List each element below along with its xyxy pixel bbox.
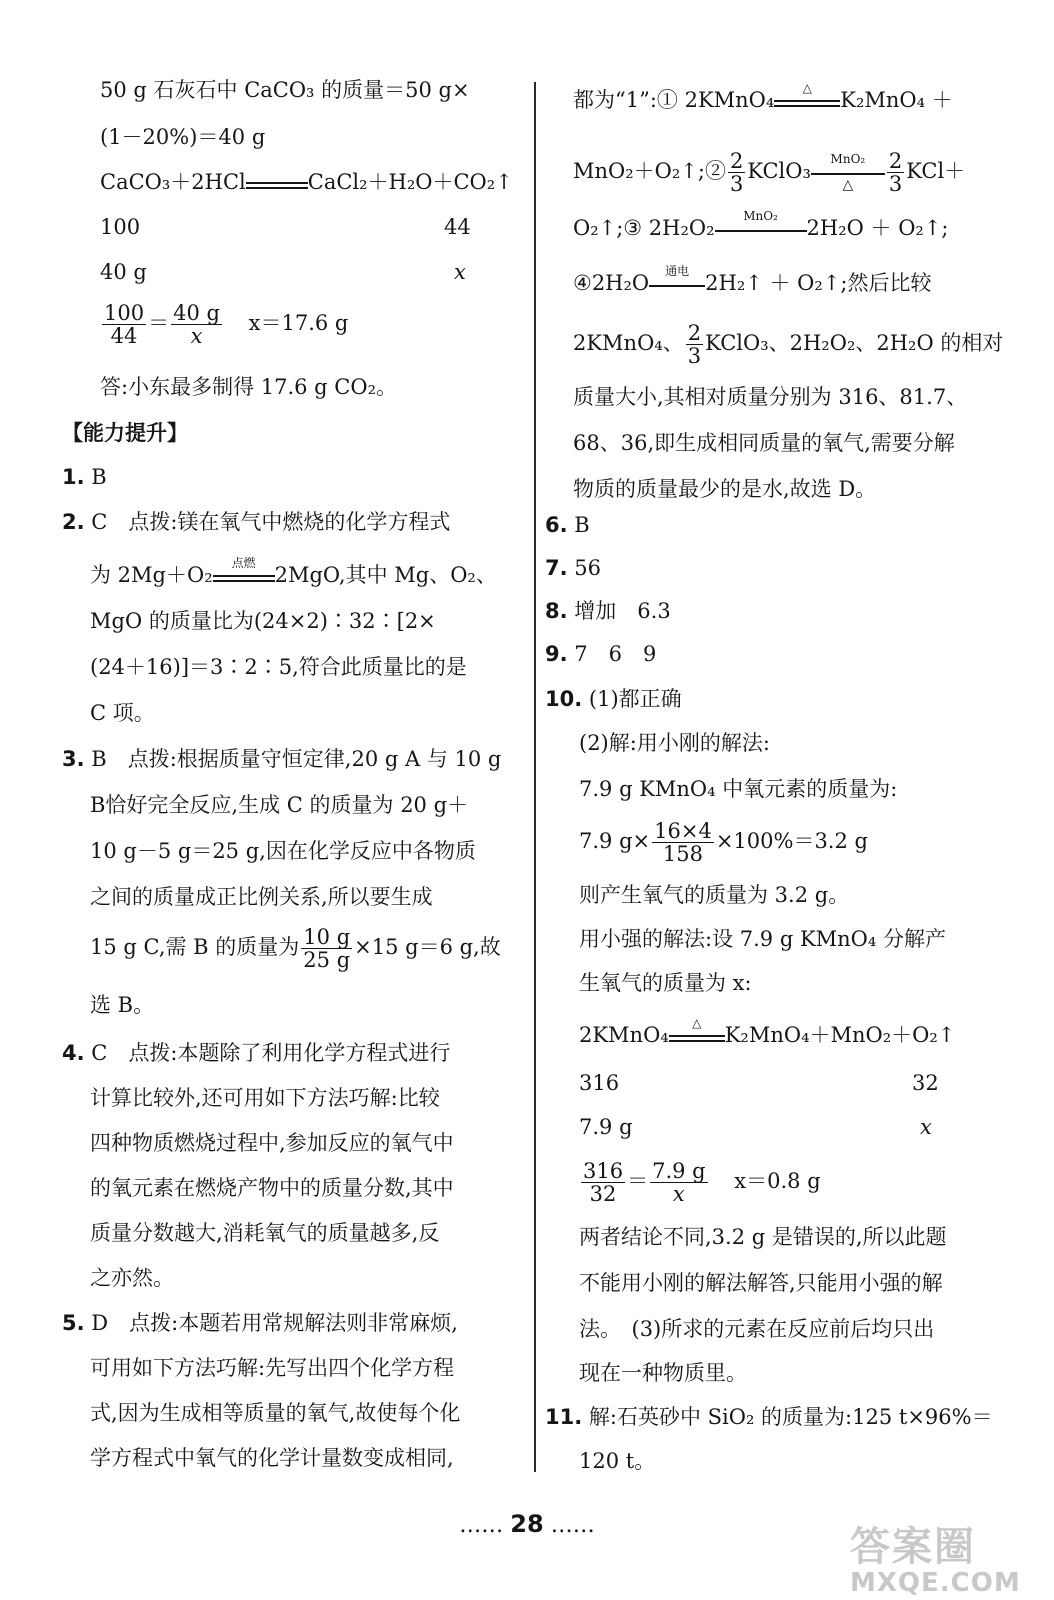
question-7: 7. 56 (545, 556, 602, 580)
question-6: 6. B (545, 513, 590, 537)
text-line: 式,因为生成相等质量的氧气,故使每个化 (90, 1401, 461, 1425)
column-divider (534, 82, 536, 1472)
mass-value: 44 (444, 215, 471, 239)
text-line: 四种物质燃烧过程中,参加反应的氧气中 (90, 1131, 454, 1155)
text-line: 50 g 石灰石中 CaCO₃ 的质量＝50 g× (100, 78, 470, 102)
text-line: 之亦然。 (90, 1266, 174, 1290)
fraction: $\frac{2}{3}$ (687, 321, 702, 368)
text-line: 2KMnO₄、 $\frac{2}{3}$ KClO₃、2H₂O₂、2H₂O 的相对 (573, 321, 1004, 368)
equation-line: MnO₂＋O₂↑;② $\frac{2}{3}$ KClO₃ MnO₂ △ $\frac{2}{3}$ KCl＋ (573, 149, 966, 196)
text-line: 10 g－5 g＝25 g,因在化学反应中各物质 (90, 839, 476, 863)
text-line: 生氧气的质量为 x: (579, 971, 752, 995)
fraction: $\frac{10 g}{25 g}$ (303, 925, 351, 972)
proportion-equation: $\frac{316}{32}$ ＝ $\frac{7.9 g}{x}$ x＝0.8 g (583, 1159, 821, 1206)
question-5: 5. D 点拨:本题若用常规解法则非常麻烦, (62, 1311, 458, 1335)
text-line: C 项。 (90, 701, 155, 725)
text-line: 现在一种物质里。 (579, 1361, 747, 1385)
mass-value: 7.9 g (579, 1115, 633, 1139)
question-9: 9. 7 6 9 (545, 642, 657, 666)
text-line: (1－20%)＝40 g (100, 125, 266, 149)
equation-line: 都为“1”:① 2KMnO₄ △ K₂MnO₄ ＋ (573, 80, 953, 112)
text-line: 计算比较外,还可用如下方法巧解:比较 (90, 1086, 440, 1110)
mass-value: 316 (579, 1071, 620, 1095)
fraction: $\frac{316}{32}$ (583, 1159, 624, 1206)
mass-value: 40 g (100, 260, 147, 284)
answer-line: 答:小东最多制得 17.6 g CO₂。 (100, 375, 398, 399)
mass-variable: x (920, 1115, 932, 1139)
text-line: 的氧元素在燃烧产物中的质量分数,其中 (90, 1176, 454, 1200)
text-line: 两者结论不同,3.2 g 是错误的,所以此题 (579, 1225, 947, 1249)
equation-line: ④2H₂O 通电 2H₂↑ ＋ O₂↑;然后比较 (573, 263, 932, 295)
watermark-logo: 答案圈 MXQE.COM (850, 1524, 1021, 1598)
question-8: 8. 增加 6.3 (545, 599, 671, 623)
section-heading: 【能力提升】 (62, 421, 188, 445)
text-line: 则产生氧气的质量为 3.2 g。 (579, 883, 850, 907)
text-line: 学方程式中氧气的化学计量数变成相同, (90, 1446, 454, 1470)
fraction: $\frac{7.9 g}{x}$ (652, 1159, 706, 1206)
text-line: (24＋16)]＝3∶2∶5,符合此质量比的是 (90, 655, 467, 679)
fraction: $\frac{2}{3}$ (888, 149, 903, 196)
page-footer: …… 28 …… (459, 1510, 595, 1538)
text-line: 不能用小刚的解法解答,只能用小强的解 (579, 1271, 943, 1295)
text-line: 质量大小,其相对质量分别为 316、81.7、 (573, 385, 968, 409)
text-line: 用小强的解法:设 7.9 g KMnO₄ 分解产 (579, 927, 946, 951)
page-number: 28 (510, 1510, 544, 1538)
question-3: 3. B 点拨:根据质量守恒定律,20 g A 与 10 g (62, 747, 502, 771)
text-line: 68、36,即生成相同质量的氧气,需要分解 (573, 431, 955, 455)
text-line: 为 2Mg＋O₂ 点燃 2MgO,其中 Mg、O₂、 (90, 555, 497, 587)
fraction: $\frac{16\times 4}{158}$ (654, 819, 712, 866)
mass-value: 100 (100, 215, 141, 239)
text-line: 可用如下方法巧解:先写出四个化学方程 (90, 1356, 455, 1380)
text-line: 7.9 g× $\frac{16\times 4}{158}$ ×100%＝3.2 g (579, 819, 868, 866)
question-2: 2. C 点拨:镁在氧气中燃烧的化学方程式 (62, 510, 451, 534)
equation-line: O₂↑;③ 2H₂O₂ MnO₂ 2H₂O ＋ O₂↑; (573, 208, 949, 240)
text-line: 法。 (3)所求的元素在反应前后均只出 (579, 1317, 935, 1341)
text-line: 120 t。 (579, 1449, 656, 1473)
proportion-equation: $\frac{100}{44}$ ＝ $\frac{40 g}{x}$ x＝17.6 g (104, 301, 349, 348)
question-11: 11. 解:石英砂中 SiO₂ 的质量为:125 t×96%＝ (545, 1405, 993, 1429)
text-line: MgO 的质量比为(24×2)∶32∶[2× (90, 609, 436, 633)
question-10: 10. (1)都正确 (545, 687, 682, 711)
text-line: 15 g C,需 B 的质量为 $\frac{10 g}{25 g}$ ×15 g＝6 g,故 (90, 925, 501, 972)
equation-caco3: CaCO₃＋2HCl CaCl₂＋H₂O＋CO₂↑ (100, 170, 513, 194)
text-line: 选 B。 (90, 993, 155, 1017)
fraction: $\frac{2}{3}$ (729, 149, 744, 196)
fraction: $\frac{40 g}{x}$ (173, 301, 220, 348)
fraction: $\frac{100}{44}$ (104, 301, 145, 348)
question-4: 4. C 点拨:本题除了利用化学方程式进行 (62, 1041, 451, 1065)
text-line: 7.9 g KMnO₄ 中氧元素的质量为: (579, 777, 898, 801)
text-line: B恰好完全反应,生成 C 的质量为 20 g＋ (90, 793, 469, 817)
text-line: 之间的质量成正比例关系,所以要生成 (90, 885, 433, 909)
text-line: 物质的质量最少的是水,故选 D。 (573, 477, 877, 501)
text-line: (2)解:用小刚的解法: (579, 731, 770, 755)
equation-kmno4: 2KMnO₄ △ K₂MnO₄＋MnO₂＋O₂↑ (579, 1015, 956, 1047)
text-line: 质量分数越大,消耗氧气的质量越多,反 (90, 1221, 440, 1245)
question-1: 1. B (62, 465, 107, 489)
mass-value: 32 (912, 1071, 939, 1095)
mass-variable: x (454, 260, 466, 284)
